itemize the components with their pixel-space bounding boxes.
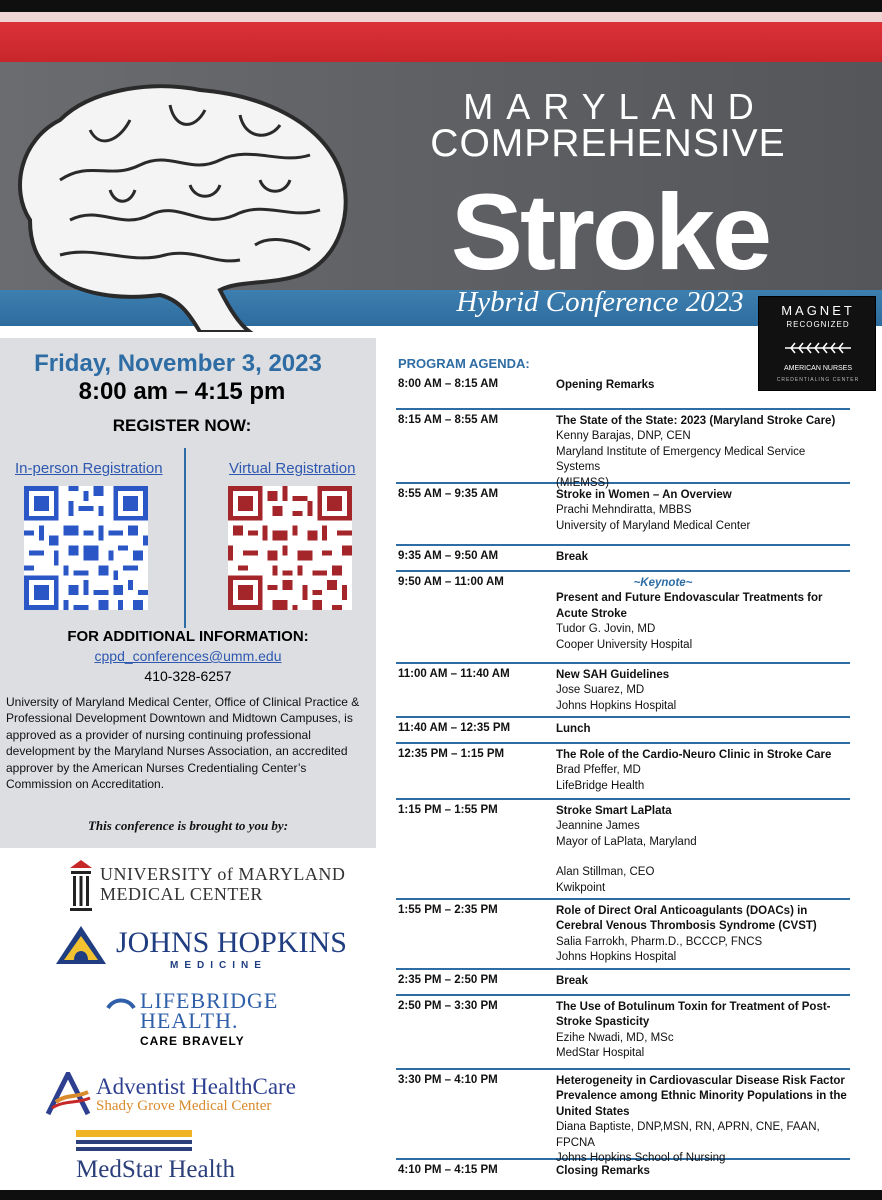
- agenda-session: [556, 904, 850, 966]
- in-person-qr-code-icon[interactable]: [24, 486, 148, 610]
- agenda-session: [556, 748, 850, 794]
- agenda-session-detail: Brad Pfeffer, MD: [556, 764, 641, 777]
- agenda-row: [396, 374, 850, 410]
- agenda-time: 11:40 AM – 12:35 PM: [398, 722, 511, 734]
- agenda-session-detail: Salia Farrokh, Pharm.D., BCCCP, FNCS: [556, 935, 763, 948]
- agenda-session-title: Closing Remarks: [556, 1165, 650, 1177]
- johns-hopkins-logo-line2: MEDICINE: [170, 960, 267, 971]
- agenda-session-detail: Kenny Barajas, DNP, CEN: [556, 430, 691, 443]
- agenda-session-detail: University of Maryland Medical Center: [556, 519, 751, 532]
- agenda-session-detail: Johns Hopkins School of Nursing: [556, 1152, 726, 1165]
- agenda-session-detail: Tudor G. Jovin, MD: [556, 623, 656, 636]
- in-person-registration-link[interactable]: In-person Registration: [15, 460, 163, 477]
- lifebridge-logo-line1: LIFEBRIDGE: [140, 988, 279, 1013]
- conference-flyer: [0, 12, 882, 1190]
- agenda-time: 3:30 PM – 4:10 PM: [398, 1074, 498, 1086]
- title-maryland: MARYLAND: [463, 86, 767, 127]
- agenda-row: [396, 900, 850, 970]
- agenda-session-detail: Mayor of LaPlata, Maryland: [556, 835, 697, 848]
- agenda-session-title: The Use of Botulinum Toxin for Treatment of Post-Stroke Spasticity: [556, 1001, 831, 1029]
- agenda-time: 1:15 PM – 1:55 PM: [398, 804, 498, 816]
- agenda-session-title: Role of Direct Oral Anticoagulants (DOACs) in Cerebral Venous Thrombosis Syndrome (CVST): [556, 905, 817, 933]
- agenda-row: [396, 546, 850, 572]
- sponsors-intro: This conference is brought to you by:: [87, 818, 289, 833]
- additional-info-heading: FOR ADDITIONAL INFORMATION:: [67, 628, 309, 645]
- registration-divider: [184, 448, 186, 628]
- agenda-session-title: Lunch: [556, 723, 591, 735]
- agenda-time: 11:00 AM – 11:40 AM: [398, 668, 510, 680]
- brain-illustration: [0, 70, 360, 332]
- agenda-row: [396, 484, 850, 546]
- agenda-session-detail: Ezihe Nwadi, MD, MSc: [556, 1031, 674, 1044]
- magnet-recognized: RECOGNIZED: [786, 320, 850, 329]
- contact-phone: 410-328-6257: [144, 668, 232, 684]
- event-date: Friday, November 3, 2023: [34, 350, 322, 377]
- agenda-session: [556, 722, 850, 737]
- agenda-row: [396, 410, 850, 489]
- contact-email-link[interactable]: cppd_conferences@umm.edu: [94, 648, 282, 664]
- virtual-qr-code-icon[interactable]: [228, 486, 352, 610]
- header-red-band: [0, 12, 882, 62]
- agenda-time: 12:35 PM – 1:15 PM: [398, 748, 505, 760]
- magnet-word: MAGNET: [781, 303, 855, 318]
- agenda-time: 8:00 AM – 8:15 AM: [398, 378, 499, 390]
- magnet-org-sub: CREDENTIALING CENTER: [776, 377, 860, 383]
- agenda-session-detail: MedStar Hospital: [556, 1047, 645, 1060]
- agenda-session-title: Stroke Smart LaPlata: [556, 805, 672, 817]
- agenda-row: [396, 718, 850, 744]
- agenda-session-detail: Diana Baptiste, DNP,MSN, RN, APRN, CNE, FAAN, FPCNA: [556, 1121, 820, 1149]
- agenda-session: [556, 576, 850, 653]
- laurel-icon: [783, 337, 853, 359]
- agenda-session: [556, 1074, 850, 1166]
- agenda-session-detail: Jeannine James: [556, 820, 640, 833]
- agenda-session-title: Heterogeneity in Cardiovascular Disease Risk Factor Prevalence among Ethnic Minority Populations in the United States: [556, 1075, 847, 1118]
- agenda-session: [556, 550, 850, 565]
- lifebridge-logo-icon: [106, 996, 136, 1010]
- title-stroke: Stroke: [450, 171, 770, 292]
- agenda-session-title: The State of the State: 2023 (Maryland Stroke Care): [556, 415, 836, 427]
- agenda-session: [556, 414, 850, 491]
- agenda-row: [396, 996, 850, 1070]
- agenda-row: [396, 1070, 850, 1165]
- agenda-session-detail: Maryland Institute of Emergency Medical Service Systems: [556, 445, 806, 474]
- agenda-session-title: The Role of the Cardio-Neuro Clinic in Stroke Care: [556, 749, 832, 761]
- agenda-row: [396, 1160, 850, 1190]
- umm-logo-line2: MEDICAL CENTER: [100, 884, 263, 904]
- agenda-time: 8:15 AM – 8:55 AM: [398, 414, 499, 426]
- agenda-session-title: Stroke in Women – An Overview: [556, 489, 732, 501]
- lifebridge-tagline: CARE BRAVELY: [140, 1034, 245, 1048]
- agenda-session: [556, 804, 850, 896]
- agenda-session: [556, 488, 850, 534]
- agenda-time: 2:50 PM – 3:30 PM: [398, 1000, 498, 1012]
- lifebridge-logo-line2: HEALTH.: [140, 1008, 239, 1033]
- virtual-registration-link[interactable]: Virtual Registration: [229, 460, 356, 477]
- agenda-session-detail: Johns Hopkins Hospital: [556, 699, 677, 712]
- agenda-session-detail: Jose Suarez, MD: [556, 684, 645, 697]
- event-time: 8:00 am – 4:15 pm: [78, 378, 286, 405]
- agenda-time: 2:35 PM – 2:50 PM: [398, 974, 498, 986]
- agenda-session-detail: Alan Stillman, CEO: [556, 866, 655, 879]
- agenda-session-detail: Cooper University Hospital: [556, 638, 693, 651]
- agenda-session: [556, 378, 850, 393]
- register-now-label: REGISTER NOW:: [112, 416, 252, 435]
- agenda-time: 1:55 PM – 2:35 PM: [398, 904, 498, 916]
- title-comprehensive: COMPREHENSIVE: [430, 122, 786, 165]
- agenda-row: [396, 744, 850, 800]
- agenda-session-detail: (MIEMSS): [556, 476, 610, 489]
- medstar-logo-text: MedStar Health: [76, 1156, 235, 1183]
- agenda-time: 9:50 AM – 11:00 AM: [398, 576, 504, 588]
- adventist-logo-icon: [44, 1072, 92, 1116]
- agenda-time: 4:10 PM – 4:15 PM: [398, 1164, 498, 1176]
- bottom-bar: [0, 1190, 882, 1200]
- agenda-session: [556, 974, 850, 989]
- agenda-session-detail: [556, 850, 850, 865]
- agenda-session-detail: LifeBridge Health: [556, 779, 645, 792]
- johns-hopkins-logo-line1: JOHNS HOPKINS: [116, 926, 347, 959]
- agenda-session-title: New SAH Guidelines: [556, 669, 670, 681]
- accreditation-statement: University of Maryland Medical Center, Office of Clinical Practice & Professional Development Downtown and Midtown Campuses, is approved as a provider of nursing continuing professional development by the Maryland Nurses Association, an accredited approver by the American Nurses Credentialing Center’s Commission on Accreditation.: [6, 695, 360, 792]
- agenda-session-title: Present and Future Endovascular Treatments for Acute Stroke: [556, 592, 823, 620]
- adventist-logo-line2: Shady Grove Medical Center: [96, 1098, 272, 1114]
- agenda-session: [556, 668, 850, 714]
- agenda-row: [396, 970, 850, 996]
- adventist-logo-line1: Adventist HealthCare: [96, 1074, 296, 1099]
- keynote-label: ~Keynote~: [633, 577, 693, 589]
- agenda-time: 8:55 AM – 9:35 AM: [398, 488, 499, 500]
- agenda-row: [396, 800, 850, 900]
- magnet-org: AMERICAN NURSES: [783, 365, 853, 372]
- agenda-time: 9:35 AM – 9:50 AM: [398, 550, 499, 562]
- agenda-session-title: Break: [556, 975, 588, 987]
- subtitle-hybrid-conference: Hybrid Conference 2023: [456, 286, 744, 318]
- agenda-session-title: Break: [556, 551, 588, 563]
- agenda-session-detail: Johns Hopkins Hospital: [556, 951, 677, 964]
- medstar-logo-icon: [76, 1130, 192, 1154]
- agenda-session-title: Opening Remarks: [556, 379, 655, 391]
- umm-logo-line1: UNIVERSITY of MARYLAND: [100, 864, 346, 884]
- agenda-row: [396, 664, 850, 718]
- agenda-session-detail: Kwikpoint: [556, 881, 606, 894]
- agenda-session: [556, 1000, 850, 1062]
- agenda-session: [556, 1164, 850, 1179]
- umm-logo-icon: [68, 858, 94, 914]
- agenda-session-detail: Prachi Mehndiratta, MBBS: [556, 504, 692, 517]
- program-agenda-heading: PROGRAM AGENDA:: [398, 356, 530, 371]
- johns-hopkins-shield-icon: [54, 924, 108, 972]
- agenda-row: [396, 572, 850, 664]
